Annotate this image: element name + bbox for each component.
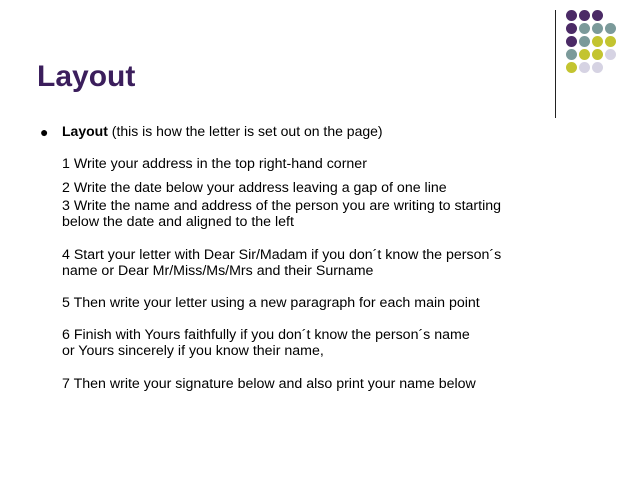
decorative-dot — [592, 10, 603, 21]
step-4: 4 Start your letter with Dear Sir/Madam if you don´t know the person´s name or Dear Mr/Miss/Ms/Mrs and their Surname — [62, 247, 502, 279]
step-7: 7 Then write your signature below and also print your name below — [62, 376, 476, 392]
decorative-dot — [579, 23, 590, 34]
bullet-intro — [62, 122, 383, 140]
decorative-dot — [592, 49, 603, 60]
decorative-dot — [605, 36, 616, 47]
decorative-dot — [566, 36, 577, 47]
step-3: 3 Write the name and address of the person you are writing to starting below the date and aligned to the left — [62, 198, 502, 230]
decorative-dot — [605, 49, 616, 60]
step-5: 5 Then write your letter using a new paragraph for each main point — [62, 295, 480, 311]
decorative-dot — [592, 62, 603, 73]
bullet-description: (this is how the letter is set out on the page) — [107, 123, 383, 139]
bullet-icon: ● — [40, 124, 49, 140]
decorative-dot — [592, 23, 603, 34]
divider-line — [555, 10, 556, 118]
step-2: 2 Write the date below your address leaving a gap of one line — [62, 180, 447, 196]
decorative-dot — [579, 36, 590, 47]
step-6: 6 Finish with Yours faithfully if you don´t know the person´s name or Yours sincerely if you know their name, — [62, 327, 470, 359]
decorative-dot — [566, 23, 577, 34]
decorative-dot — [579, 49, 590, 60]
decorative-dot — [579, 10, 590, 21]
decorative-dot — [566, 49, 577, 60]
decorative-dot-grid — [566, 10, 636, 90]
decorative-dot — [592, 36, 603, 47]
decorative-dot — [566, 62, 577, 73]
decorative-dot — [566, 10, 577, 21]
decorative-dot — [605, 23, 616, 34]
slide-title: Layout — [37, 60, 136, 93]
decorative-dot — [579, 62, 590, 73]
bullet-label: Layout — [62, 123, 108, 139]
step-1: 1 Write your address in the top right-hand corner — [62, 156, 367, 172]
